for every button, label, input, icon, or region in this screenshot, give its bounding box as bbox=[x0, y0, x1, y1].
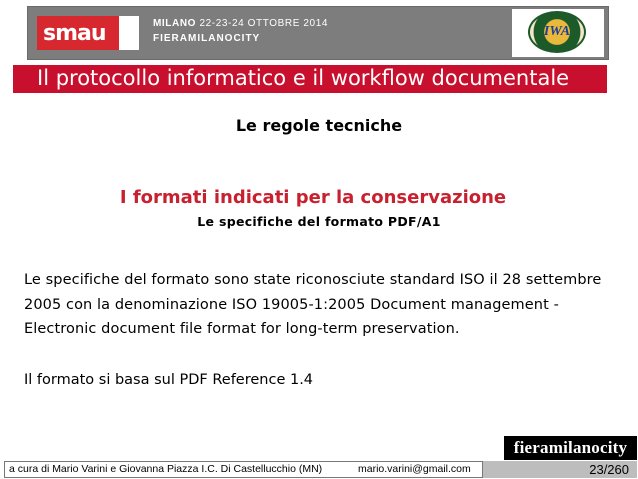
smau-logo-mark bbox=[119, 16, 139, 50]
page-number-box bbox=[482, 461, 637, 478]
iwa-logo bbox=[528, 11, 586, 53]
body-paragraph-iso: Le specifiche del formato sono state riconosciute standard ISO il 28 settembre 2005 con la denominazione ISO 19005-1:2005 Document management - Electronic document file format for long-term preservation. bbox=[24, 272, 602, 337]
footer-bar bbox=[4, 461, 636, 478]
section-subheading: Le specifiche del formato PDF/A1 bbox=[197, 214, 441, 229]
event-dates-line bbox=[153, 18, 328, 29]
footer-authors: a cura di Mario Varini e Giovanna Piazza I.C. Di Castellucchio (MN) bbox=[9, 463, 323, 475]
event-header-banner bbox=[27, 6, 609, 60]
fieramilanocity-logo: fieramilanocity bbox=[504, 436, 637, 460]
event-venue: FIERAMILANOCITY bbox=[153, 33, 261, 44]
smau-logo-text: smau bbox=[43, 20, 106, 46]
event-dates: 22-23-24 OTTOBRE 2014 bbox=[199, 18, 329, 29]
footer-email: mario.varini@gmail.com bbox=[358, 463, 471, 475]
section-heading: I formati indicati per la conservazione bbox=[119, 187, 507, 208]
iwa-logo-text: IWA bbox=[543, 24, 571, 39]
page-number: 23/260 bbox=[589, 462, 629, 477]
slide-title-bar bbox=[13, 65, 607, 93]
slide-title: Il protocollo informatico e il workflow documentale bbox=[37, 66, 570, 90]
body-paragraph-reference: Il formato si basa sul PDF Reference 1.4 bbox=[24, 372, 314, 388]
partner-logo-box bbox=[512, 9, 604, 57]
event-city: MILANO bbox=[153, 18, 197, 29]
smau-logo bbox=[37, 16, 139, 50]
slide-subtitle: Le regole tecniche bbox=[235, 116, 403, 135]
